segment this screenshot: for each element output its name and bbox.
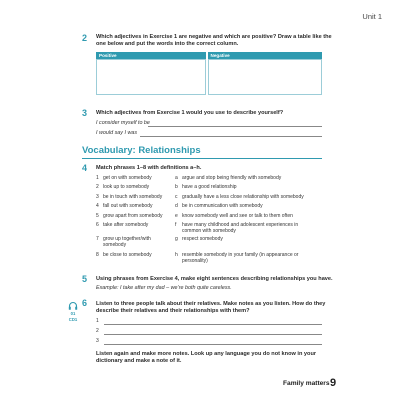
exercise-5-number: 5 (82, 274, 88, 284)
definition-item: b have a good relationship (175, 184, 237, 190)
positive-column-cell (96, 59, 206, 95)
phrase-item: 6 take after somebody (96, 222, 149, 228)
audio-track-number: 01 (70, 311, 76, 316)
page-number: 9 (330, 377, 337, 389)
exercise-6-question-line-1: Listen to three people talk about their relatives. Make notes as you listen. How do they (96, 301, 326, 307)
definition-item: e know somebody well and see or talk to them often (175, 212, 293, 219)
notes-line-2[interactable] (104, 334, 322, 335)
section-title: Vocabulary: Relationships (82, 145, 201, 156)
exercise-6-followup-line-1: Listen again and make more notes. Look up any language you do not know in your (96, 351, 317, 357)
positive-negative-table (96, 52, 322, 95)
notes-line-label: 1 (96, 318, 99, 324)
exercise-4-number: 4 (82, 163, 88, 173)
negative-column-header: Negative (208, 52, 322, 59)
definition-item: f have many childhood and adolescent experiences in common with somebody (175, 222, 299, 235)
exercise-6-followup-line-2: dictionary and make a note of it. (96, 358, 182, 364)
phrase-item: 8 be close to somebody (96, 252, 152, 258)
exercise-2-number: 2 (82, 33, 88, 43)
exercise-3-answer-line-1[interactable] (148, 126, 322, 127)
phrase-item: 4 fall out with somebody (96, 203, 153, 209)
phrases-list (96, 175, 180, 261)
notes-line-label: 2 (96, 328, 99, 334)
negative-column-cell (208, 59, 322, 95)
positive-column-header: Positive (96, 52, 206, 59)
exercise-2-question-line-1: Which adjectives in Exercise 1 are negative and which are positive? Draw a table like the (96, 34, 332, 40)
section-rule (82, 158, 322, 159)
unit-label: Unit 1 (362, 12, 382, 21)
notes-line-1[interactable] (104, 324, 322, 325)
exercise-3-line-2-prompt: I would say I was (96, 130, 138, 136)
exercise-6-number: 6 (82, 298, 88, 308)
definition-item: g respect somebody (175, 236, 223, 242)
notes-line-label: 3 (96, 338, 99, 344)
definition-item: a argue and stop being friendly with somebody (175, 175, 282, 181)
footer-title: Family matters (283, 380, 330, 387)
exercise-3-question: Which adjectives from Exercise 1 would you use to describe yourself? (96, 110, 284, 116)
phrase-item: 5 grow apart from somebody (96, 212, 163, 219)
headphones-icon[interactable] (68, 301, 78, 311)
phrase-item: 1 get on with somebody (96, 175, 152, 181)
phrase-item: 7 grow up together/with somebody (96, 236, 151, 249)
exercise-3-number: 3 (82, 108, 88, 118)
exercise-5-example: Example: I take after my dad – we’re both quite careless. (96, 285, 232, 291)
exercise-3-line-1-prompt: I consider myself to be (96, 120, 150, 126)
phrase-item: 3 be in touch with somebody (96, 193, 163, 200)
notes-line-3[interactable] (104, 344, 322, 345)
definition-item: h resemble somebody in your family (in appearance or personality) (175, 252, 299, 265)
exercise-5-question: Using phrases from Exercise 4, make eight sentences describing relationships you have. (96, 276, 333, 282)
exercise-6-question-line-2: describe their relatives and their relationships with them? (96, 308, 250, 314)
definition-item: c gradually have a less close relationship with somebody (175, 193, 304, 200)
exercise-3-answer-line-2[interactable] (140, 136, 322, 137)
definition-item: d be in communication with somebody (175, 203, 263, 209)
definitions-list (175, 175, 325, 266)
phrase-item: 2 look up to somebody (96, 184, 150, 190)
exercise-2-question-line-2: one below and put the words into the correct column. (96, 41, 239, 47)
exercise-4-question: Match phrases 1–8 with definitions a–h. (96, 165, 202, 171)
audio-cd-label: CD1 (68, 317, 78, 322)
